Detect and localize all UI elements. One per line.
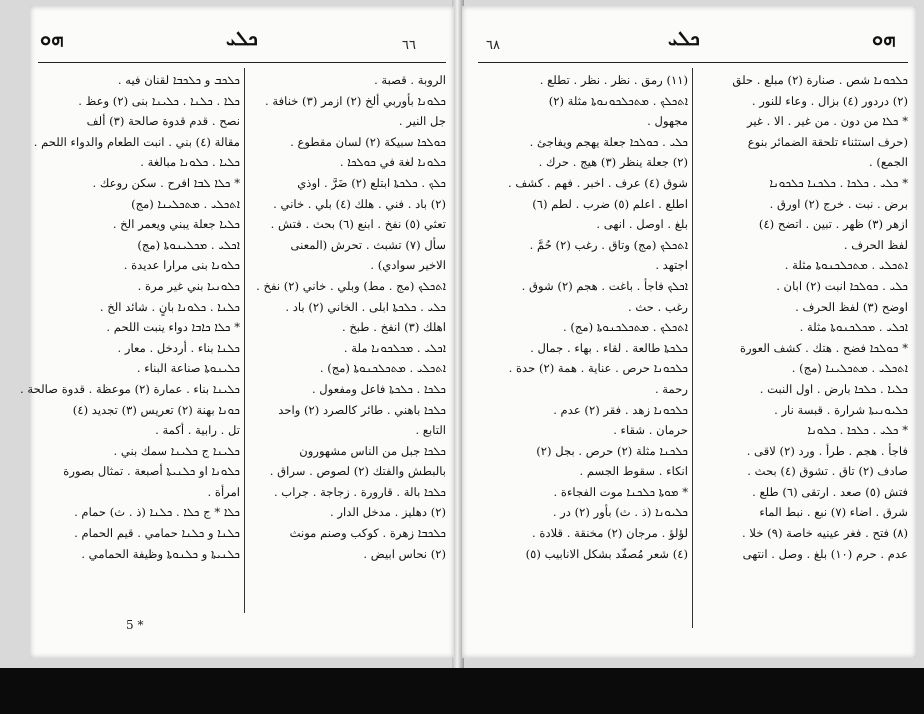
- entry-line: ازهر (٣) ظهر . تبين . اتضح (٤): [758, 217, 908, 232]
- entry-line: ܟܠܢܐ بناء . أردخل . معار .: [117, 340, 240, 355]
- entry-line: فاجأ . هجم . طرأ . ورد (٢) لاقى .: [746, 443, 908, 458]
- entry-line: ܟܠܘܢܐ لغة في ܟܘܠܟܐ .: [339, 155, 446, 170]
- entry-line: جل النير .: [398, 114, 446, 129]
- entry-line: ܐܬܟܠܟ (مج . مط) وبلي . خاني (٢) نفخ .: [256, 278, 446, 293]
- entry-line: ܟܠܟܒܐ زهرة . كوكب وصنم مونث: [289, 526, 446, 541]
- entry-line: * ܡܘܬܐ ܟܠܟܢܐ موت الفجاءة .: [553, 484, 688, 499]
- entry-line: * ܟܠܐ ܟܐܒܐ دواء ينبت اللحم .: [106, 320, 240, 335]
- entry-line: ܟܠܢܐ و ܟܠܢܐ حمامي . قيم الحمام .: [74, 526, 240, 541]
- entry-line: ܟܠܝܘܢܐ (ذ . ث) بأور (٢) در .: [552, 505, 688, 520]
- entry-line: ܟܠܐ * ج ܟܠܐ . ܟܠܢܐ (ذ . ث) حمام .: [74, 505, 240, 520]
- entry-line: انكاء . سقوط الجسم .: [579, 464, 688, 479]
- entry-line: ܐܟܠܝ . ܡܟܠܝܢܘܬܐ (مج): [137, 237, 240, 252]
- entry-line: ܟܠܟܢܐ مثلة (٢) حرص . بجل (٢): [536, 443, 688, 458]
- entry-line: مقالة (٤) بني . انبت الطعام والدواء اللحم .: [33, 134, 240, 149]
- entry-line: ܟܠܝܢܐ بناء . عمارة (٢) موعظة . قدوة صالحة .: [20, 381, 240, 396]
- left-column-divider: [244, 68, 245, 613]
- entry-line: ܐܬܟܠܟ . ܡܬܟܠܟܢܘܬܐ (مج) .: [563, 320, 688, 335]
- entry-line: ܟܠܐ . ܟܠܢܐ . ܟܠܝܢܐ بنى (٢) وعظ .: [78, 93, 240, 108]
- entry-line: ܐܟܠܟ فاجأ . باغت . هجم (٢) شوق .: [521, 278, 688, 293]
- entry-line: ܟܠܝܐ . ܟܠܟܐ بارض . اول النبت .: [759, 381, 908, 396]
- entry-line: (٢) باد . فني . هلك (٤) بلي . خاني .: [273, 196, 446, 211]
- entry-line: ܟܠܟܐ بالة . قارورة . زجاجة . جراب .: [273, 484, 446, 499]
- entry-line: شوق (٤) عرف . اخبر . فهم . كشف .: [508, 175, 688, 190]
- entry-line: رغب . حث .: [627, 299, 688, 314]
- entry-line: ܟܠܝ . ܟܠܟܬܐ ابلى . الخاني (٢) باد .: [285, 299, 446, 314]
- entry-line: ܟܠܘܢܝܐ بني غير مرة .: [137, 278, 240, 293]
- left-page: [20, 6, 454, 658]
- entry-line: شرق . اضاء (٧) نبع . نبط الماء: [759, 505, 908, 520]
- entry-line: تعثي (٥) نفخ . ابنع (٦) بحث . فتش .: [270, 217, 446, 232]
- right-column-divider: [692, 68, 693, 628]
- entry-line: ܟܘܠܟܐ سبيكة (٢) لسان مقطوع .: [290, 134, 446, 149]
- entry-line: (٨) فتح . فغر عينيه خاصة (٩) خلا .: [742, 526, 908, 541]
- entry-line: ܐܬܟܠܝ . ܡܬܟܠܝܢܐ (مج) .: [791, 361, 908, 376]
- entry-line: ܟܠܟܘܢܐ شص . صنارة (٢) مبلع . حلق: [732, 73, 908, 87]
- entry-line: * ܟܠܝ . ܟܠܟܐ . ܟܠܘܢܐ: [807, 423, 908, 438]
- entry-line: ܐܬܟܠܝ . ܡܬܟܠܟܢܘܬܐ مثلة .: [784, 258, 908, 273]
- entry-line: (٢) دهليز . مدخل الدار .: [330, 505, 446, 520]
- entry-line: ܟܠܝܐ جعلة يبني ويعمر الخ .: [112, 217, 240, 232]
- entry-line: (٢) دردور (٤) بزال . وعاء للنور .: [751, 93, 908, 108]
- entry-line: ܐܬܟܠܝ . ܡܬܟܠܝܢܐ (مج): [131, 196, 240, 211]
- entry-line: * ܟܠܝ . ܟܠܟܐ . ܟܠܟܢܐ ܟܠܟܘܢܐ: [769, 175, 908, 190]
- entry-line: (٤) شعر مُصفّد بشكل الانابيب (٥): [525, 546, 688, 561]
- entry-line: مجهول .: [647, 114, 688, 129]
- left-page-title: ܟܠܝ: [226, 26, 258, 50]
- entry-line: عدم . حرم (١٠) بلغ . وصل . انتهى: [742, 546, 908, 561]
- entry-line: ܟܠܟܘܢܐ حرص . عناية . همة (٢) حدة .: [508, 361, 688, 376]
- right-column-b: [478, 70, 688, 564]
- entry-line: ܟܠܟܐ جبل من الناس مشهورون: [299, 443, 446, 458]
- entry-line: فتش (٥) صعد . ارتقى (٦) طلع .: [752, 484, 908, 499]
- entry-line: ܟܠܘܢܐ بأوربي ألخ (٢) ازمر (٣) خنافة .: [265, 93, 446, 108]
- entry-line: ܟܠܢܝܬܐ و ܟܠܢܘܬܐ وظيفة الحمامي .: [81, 546, 240, 561]
- right-header-word: ܗܘ: [872, 26, 896, 50]
- left-column-a: [250, 70, 446, 564]
- entry-line: سأل (٧) تشبث . تحرش (المعنى: [290, 237, 446, 252]
- entry-line: تل . رابية . أكمة .: [155, 423, 240, 438]
- entry-line: لفظ الحرف .: [843, 237, 908, 252]
- entry-line: ܟܠܝܢܘܬܐ صناعة البناء .: [136, 361, 240, 376]
- entry-line: ܐܬܟܠܟ . ܡܬܟܠܟܘܢܘܬܐ مثلة (٢): [548, 93, 688, 108]
- entry-line: ܟܠܟܘܢܐ زهد . فقر (٢) عدم .: [553, 402, 688, 417]
- left-footer-mark: 5 *: [126, 618, 144, 632]
- entry-line: ܟܠܝܐ . ܟܠܘܢܐ مبالغة .: [140, 155, 240, 170]
- right-header-rule: [478, 62, 908, 63]
- entry-line: (١١) رمق . نظر . نظر . تطلع .: [539, 73, 688, 87]
- entry-line: ܟܠܘܢܐ بنى مرارا عديدة .: [123, 258, 240, 273]
- entry-line: بلغ . اوصل . انهى .: [596, 217, 688, 232]
- entry-line: برض . نبت . خرج (٢) اورق .: [769, 196, 908, 211]
- entry-line: ܐܟܠܝ . ܡܟܠܟܢܘܬܐ مثلة .: [799, 320, 908, 335]
- entry-line: امرأة .: [207, 484, 240, 499]
- entry-line: (٢) نحاس ابيض .: [363, 546, 446, 561]
- entry-line: ܟܠܟܬܐ طالعة . لقاء . بهاء . جمال .: [530, 340, 688, 355]
- entry-line: التابع .: [415, 423, 446, 438]
- entry-line: ܟܠܟ . ܟܠܟܬܐ ابتلع (٢) ضَرَّ . اوذي: [297, 175, 446, 190]
- entry-line: اهلك (٣) انفخ . طبخ .: [341, 320, 446, 335]
- entry-line: ܐܟܠܝ . ܡܟܠܟܘܢܐ ملة .: [343, 340, 446, 355]
- entry-line: حرمان . شقاء .: [613, 423, 688, 438]
- entry-line: اوضح (٣) لفظ الحرف .: [795, 299, 908, 314]
- entry-line: الاخير سوادي) .: [370, 258, 446, 273]
- entry-line: صادف (٢) تاق . تشوق (٤) بحث .: [747, 464, 908, 479]
- entry-line: رحمة .: [654, 381, 688, 396]
- left-header-rule: [38, 62, 446, 63]
- entry-line: ܐܬܟܠܟ (مج) وتاق . رغب (٢) حُمَّ .: [529, 237, 688, 252]
- right-page-number: ٦٨: [486, 38, 500, 53]
- right-page-title: ܟܠܝ: [668, 26, 700, 50]
- entry-line: بالبطش والفتك (٢) لصوص . سراق .: [269, 464, 446, 479]
- entry-line: ܟܠܝܢܐ ج ܟܠܝܢܐ سمك بني .: [113, 443, 240, 458]
- entry-line: ܟܠܟܐ . ܟܠܟܬܐ فاعل ومفعول .: [311, 381, 446, 396]
- entry-line: ܟܠܟܒ و ܟܠܟܒܐ لقنان فيه .: [117, 73, 240, 87]
- entry-line: * ܟܠܐ ܠܒܐ افرح . سكن روعك .: [92, 175, 240, 190]
- left-page-number: ٦٦: [402, 38, 416, 53]
- entry-line: ܟܠܝܘܢܝܬܐ شرارة . قبسة نار .: [774, 402, 908, 417]
- entry-line: نصح . قدم قدوة صالحة (٣) ألف: [86, 114, 240, 129]
- entry-line: ܟܘܢܐ بهنة (٢) تعريس (٣) تجديد (٤): [72, 402, 240, 417]
- entry-line: ܟܠܘܢܐ او ܟܠܢܝܬܐ أصبعة . تمثال بصورة: [63, 464, 240, 479]
- entry-line: لؤلؤ . مرجان (٢) مخنقة . قلادة .: [532, 526, 688, 541]
- entry-line: (حرف استثناء تلحقة الضمائر بنوع: [747, 134, 908, 149]
- left-header-word: ܗܘ: [40, 26, 64, 50]
- entry-line: ܟܠܝ . ܟܘܠܟܐ انبت (٢) ابان .: [776, 278, 908, 293]
- entry-line: اجتهد .: [655, 258, 688, 273]
- entry-line: اطلع . اعلم (٥) ضرب . لطم (٦): [532, 196, 688, 211]
- scan-bottom-edge: [0, 668, 924, 714]
- right-page: [462, 6, 916, 658]
- left-column-b: [20, 70, 240, 564]
- entry-line: ܟܠܟܐ باهني . طائر كالصرد (٢) واحد: [278, 402, 446, 417]
- entry-line: * ܟܘܠܟܐ فضح . هتك . كشف العورة: [739, 340, 908, 355]
- entry-line: (٢) جعلة ينظر (٣) هيج . حرك .: [538, 155, 688, 170]
- entry-line: الجمع) .: [868, 155, 908, 170]
- entry-line: ܐܬܟܠܝ . ܡܬܟܠܟܢܘܬܐ (مج) .: [319, 361, 446, 376]
- entry-line: ܟܠܢܐ . ܟܠܘܢܐ بانٍ . شائد الخ .: [99, 299, 240, 314]
- entry-line: الروبة . قصبة .: [374, 73, 446, 87]
- entry-line: ܟܠܝ . ܟܘܠܟܐ جعلة يهجم ويفاجئ .: [529, 134, 688, 149]
- right-column-a: [698, 70, 908, 564]
- entry-line: * ܟܠܐ من دون . من غير . الا . غير: [747, 114, 908, 129]
